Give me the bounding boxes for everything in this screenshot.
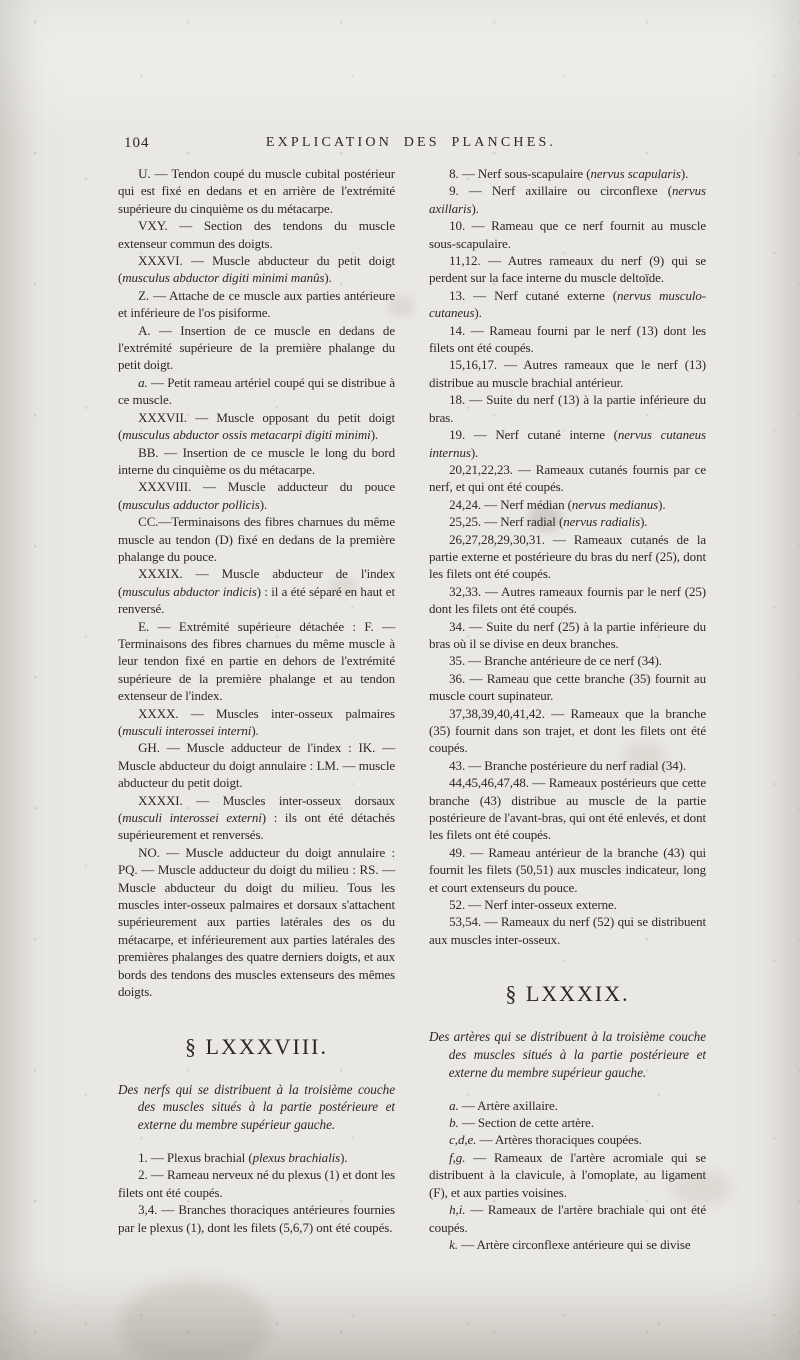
entry-paragraph: E. — Extrémité supérieure détachée : F. — Terminaisons des fibres charnues du même muscle à leur tendon fixé en partie en dehors de l'extrémité supérieure de la première phalange et au tendon extenseur de l'index.: [118, 618, 395, 704]
entry-paragraph: 8. — Nerf sous-scapulaire (nervus scapularis).: [449, 166, 689, 181]
entry-paragraph: Z. — Attache de ce muscle aux parties antérieure et inférieure de l'os pisiforme.: [118, 287, 395, 321]
entry-paragraph: a. — Artère axillaire.: [449, 1097, 558, 1113]
entry-paragraph: 1. — Plexus brachial (plexus brachialis).: [138, 1149, 348, 1165]
entry-paragraph: 49. — Rameau antérieur de la branche (43) qui fournit les filets (50,51) aux muscles indicateur, long et court extenseurs du pouce.: [429, 844, 706, 895]
running-title: EXPLICATION DES PLANCHES.: [265, 135, 557, 150]
entry-paragraph: 37,38,39,40,41,42. — Rameaux que la branche (35) fournit dans son trajet, et dont les filets ont été coupés.: [429, 705, 706, 756]
entry-paragraph: h,i. — Rameaux de l'artère brachiale qui ont été coupés.: [429, 1202, 706, 1235]
entry-paragraph: 20,21,22,23. — Rameaux cutanés fournis par ce nerf, et qui ont été coupés.: [429, 461, 706, 495]
entry-paragraph: b. — Section de cette artère.: [449, 1115, 594, 1131]
page-number: 104: [124, 135, 150, 151]
entry-paragraph: A. — Insertion de ce muscle en dedans de l'extrémité supérieure de la première phalange du petit doigt.: [118, 322, 395, 373]
page-header: [118, 133, 704, 155]
left-column: [118, 165, 395, 1236]
section-heading: § LXXXIX.: [505, 981, 630, 1007]
entry-paragraph: 15,16,17. — Autres rameaux que le nerf (13) distribue au muscle brachial antérieur.: [429, 357, 706, 390]
entry-paragraph: XXXX. — Muscles inter-osseux palmaires (musculi interossei interni).: [118, 705, 395, 738]
entry-paragraph: 13. — Nerf cutané externe (nervus musculo-cutaneus).: [429, 287, 706, 321]
entry-paragraph: GH. — Muscle adducteur de l'index : IK. — Muscle abducteur du doigt annulaire : LM. — muscle abducteur du petit doigt.: [118, 740, 395, 791]
entry-paragraph: 9. — Nerf axillaire ou circonflexe (nervus axillaris).: [429, 183, 706, 216]
entry-paragraph: 14. — Rameau fourni par le nerf (13) dont les filets ont été coupés.: [429, 322, 706, 356]
entry-paragraph: XXXVII. — Muscle opposant du petit doigt (musculus abductor ossis metacarpi digiti minimi).: [118, 409, 395, 443]
entry-paragraph: 24,24. — Nerf médian (nervus medianus).: [449, 496, 666, 512]
entry-paragraph: 43. — Branche postérieure du nerf radial (34).: [449, 757, 687, 773]
entry-paragraph: 34. — Suite du nerf (25) à la partie inférieure du bras où il se divise en deux branches.: [429, 618, 706, 651]
entry-paragraph: 53,54. — Rameaux du nerf (52) qui se distribuent aux muscles inter-osseux.: [429, 914, 706, 947]
entry-paragraph: XXXVIII. — Muscle adducteur du pouce (musculus adductor pollicis).: [118, 479, 395, 512]
entry-paragraph: 25,25. — Nerf radial (nervus radialis).: [449, 514, 648, 530]
entry-paragraph: 2. — Rameau nerveux né du plexus (1) et dont les filets ont été coupés.: [118, 1167, 395, 1200]
entry-paragraph: 19. — Nerf cutané interne (nervus cutaneus internus).: [429, 427, 706, 460]
entry-paragraph: f,g. — Rameaux de l'artère acromiale qui se distribuent à la clavicule, à l'omoplate, au ligament (F), et aux parties voisines.: [429, 1149, 706, 1200]
entry-paragraph: c,d,e. — Artères thoraciques coupées.: [449, 1132, 642, 1148]
entry-paragraph: 32,33. — Autres rameaux fournis par le nerf (25) dont les filets ont été coupés.: [429, 583, 706, 617]
entry-paragraph: k. — Artère circonflexe antérieure qui se divise: [449, 1236, 691, 1252]
entry-paragraph: 11,12. — Autres rameaux du nerf (9) qui se perdent sur la face interne du muscle deltoïde.: [429, 253, 706, 286]
entry-paragraph: 44,45,46,47,48. — Rameaux postérieurs que cette branche (43) distribue au muscle de la partie postérieure de l'avant-bras, qui ont été enlevés, et dont les filets ont été coupés.: [429, 775, 706, 843]
entry-paragraph: 18. — Suite du nerf (13) à la partie inférieure du bras.: [429, 392, 706, 425]
entry-paragraph: 52. — Nerf inter-osseux externe.: [449, 897, 617, 913]
entry-paragraph: a. — Petit rameau artériel coupé qui se distribue à ce muscle.: [118, 374, 395, 408]
entry-paragraph: NO. — Muscle adducteur du doigt annulaire : PQ. — Muscle adducteur du doigt du milieu : RS. — Muscle abducteur du doigt du milieu. Tous les muscles inter-osseux palmaires et dorsaux s'attachent supérieurement aux parties latérales des os du métacarpe, et inférieurement aux parties latérales des premières phalanges des quatre derniers doigts, et aux bords des tendons des muscles extenseurs des mêmes doigts.: [118, 844, 395, 1000]
entry-paragraph: 10. — Rameau que ce nerf fournit au muscle sous-scapulaire.: [429, 218, 706, 251]
entry-paragraph: CC.—Terminaisons des fibres charnues du même muscle au tendon (D) fixé en dedans de la première phalange du pouce.: [118, 514, 395, 564]
entry-paragraph: XXXIX. — Muscle abducteur de l'index (musculus abductor indicis) : il a été séparé en haut et renversé.: [118, 566, 395, 617]
entry-paragraph: 35. — Branche antérieure de ce nerf (34).: [449, 653, 662, 669]
entry-paragraph: XXXXI. — Muscles inter-osseux dorsaux (musculi interossei externi) : ils ont été détachés supérieurement et renversés.: [118, 792, 395, 843]
entry-paragraph: VXY. — Section des tendons du muscle extenseur commun des doigts.: [118, 218, 395, 251]
section-subtitle: Des nerfs qui se distribuent à la troisième couche des muscles situés à la partie postérieure et externe du membre supérieur gauche.: [118, 1081, 395, 1133]
section-heading: § LXXXVIII.: [185, 1033, 328, 1059]
entry-paragraph: 3,4. — Branches thoraciques antérieures fournies par le plexus (1), dont les filets (5,6,7) ont été coupés.: [118, 1202, 395, 1235]
entry-paragraph: U. — Tendon coupé du muscle cubital postérieur qui est fixé en dedans et en arrière de l'extrémité supérieure du cinquième os du métacarpe.: [118, 166, 395, 216]
entry-paragraph: 26,27,28,29,30,31. — Rameaux cutanés de la partie externe et postérieure du bras du nerf (25), dont les filets ont été coupés.: [429, 531, 706, 582]
paper-stain: [120, 1280, 270, 1360]
entry-paragraph: BB. — Insertion de ce muscle le long du bord interne du cinquième os du métacarpe.: [118, 444, 395, 477]
entry-paragraph: 36. — Rameau que cette branche (35) fournit au muscle court supinateur.: [429, 670, 706, 704]
entry-paragraph: XXXVI. — Muscle abducteur du petit doigt (musculus abductor digiti minimi manûs).: [118, 253, 395, 286]
section-subtitle: Des artères qui se distribuent à la troisième couche des muscles situés à la partie postérieure et externe du membre supérieur gauche.: [429, 1029, 706, 1080]
right-column: [429, 165, 706, 1253]
